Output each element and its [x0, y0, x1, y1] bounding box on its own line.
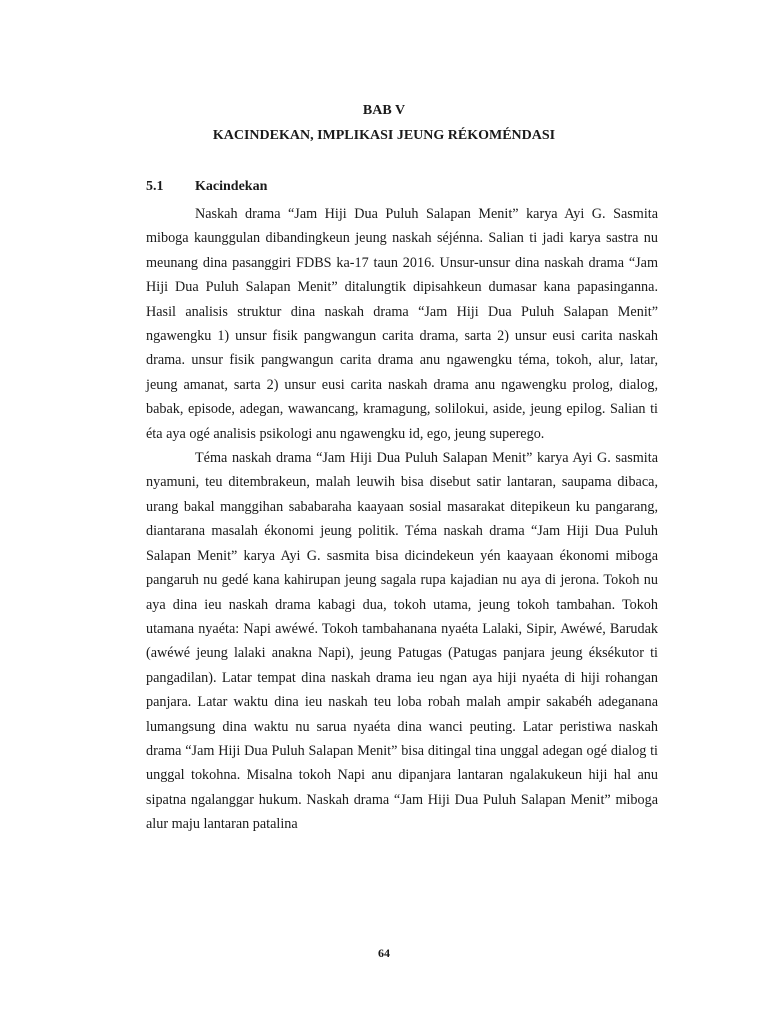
section-heading	[146, 179, 267, 195]
page-number: 64	[378, 946, 390, 960]
chapter-title: KACINDEKAN, IMPLIKASI JEUNG RÉKOMÉNDASI	[212, 128, 556, 143]
section-title: Kacindekan	[195, 179, 268, 194]
paragraph: Téma naskah drama “Jam Hiji Dua Puluh Salapan Menit” karya Ayi G. sasmita nyamuni, teu ditembrakeun, malah leuwih bisa disebut satir lantaran, saupama dibaca, urang bakal manggihan sababaraha kaayaan sosial masarakat ditepikeun ku pangarang, diantarana masalah ékonomi jeung politik. Téma naskah drama “Jam Hiji Dua Puluh Salapan Menit” karya Ayi G. sasmita bisa dicindekeun yén kaayaan ékonomi miboga pangaruh nu gedé kana kahirupan jeung sagala rupa kajadian nu aya di jerona. Tokoh nu aya dina ieu naskah drama kabagi dua, tokoh utama, jeung tokoh tambahan. Tokoh utamana nyaéta: Napi awéwé. Tokoh tambahanana nyaéta Lalaki, Sipir, Awéwé, Barudak (awéwé jeung lalaki anakna Napi), jeung Patugas (Patugas panjara jeung éksékutor ti pangadilan). Latar tempat dina naskah drama ieu ngan aya hiji nyaéta di hiji rohangan panjara. Latar waktu dina ieu naskah teu loba robah malah ampir sakabéh adeganana lumangsung dina waktu nu sarua nyaéta dina wanci peuting. Latar peristiwa naskah drama “Jam Hiji Dua Puluh Salapan Menit” bisa ditingal tina unggal adegan ogé dialog ti unggal tokohna. Misalna tokoh Napi anu dipanjara lantaran ngalakukeun hiji hal anu sipatna ngalanggar hukum. Naskah drama “Jam Hiji Dua Puluh Salapan Menit” miboga alur maju lantaran patalina	[146, 450, 658, 833]
section-number: 5.1	[146, 179, 164, 194]
paragraph: Naskah drama “Jam Hiji Dua Puluh Salapan Menit” karya Ayi G. Sasmita miboga kaunggulan dibandingkeun jeung naskah séjénna. Salian ti jadi karya sastra nu meunang dina pasanggiri FDBS ka-17 taun 2016. Unsur-unsur dina naskah drama “Jam Hiji Dua Puluh Salapan Menit” ditalungtik dipisahkeun dumasar kana papasinganna. Hasil analisis struktur dina naskah drama “Jam Hiji Dua Puluh Salapan Menit” ngawengku 1) unsur fisik pangwangun carita drama, sarta 2) unsur eusi carita naskah drama. unsur fisik pangwangun carita drama anu ngawengku téma, tokoh, alur, latar, jeung amanat, sarta 2) unsur eusi carita naskah drama anu ngawengku prolog, dialog, babak, episode, adegan, wawancang, kramagung, solilokui, aside, jeung epilog. Salian ti éta aya ogé analisis psikologi anu ngawengku id, ego, jeung superego.	[146, 206, 658, 442]
body-text	[146, 202, 658, 837]
chapter-number: BAB V	[362, 103, 406, 118]
